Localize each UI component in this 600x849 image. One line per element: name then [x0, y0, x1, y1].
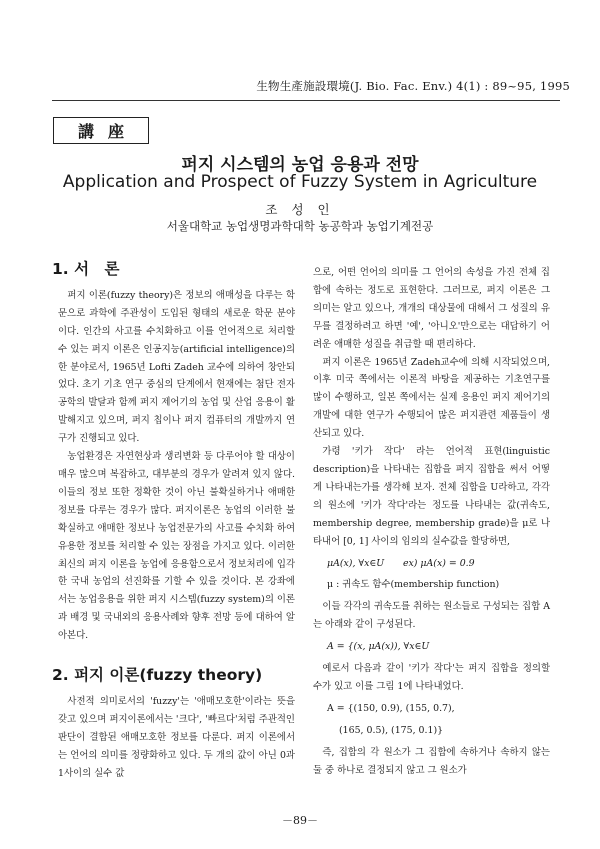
right-column — [313, 264, 550, 779]
paragraph: 농업환경은 자연현상과 생리변화 등 다루어야 할 대상이 매우 많으며 복잡하고, 대부분의 경우가 알려져 있지 않다. 이들의 정보 또한 정확한 것이 아닌 불확실하거나 애매한 정보를 다루는 경우가 많다. 퍼지이론은 농업의 이러한 불확실하고 애매한 정보나 농업전문가의 사고를 수치화 하여 유용한 정보를 처리할 수 있는 장점을 가지고 있다. 이러한 최신의 퍼지 이론을 농업에 응용함으로서 정보처리에 입각한 국내 농업의 선진화를 기할 수 있을 것이다. 본 강좌에서는 농업응용을 위한 퍼지 시스템(fuzzy system)의 이론과 배경 및 국내외의 응용사례와 향후 전망 등에 대하여 알아본다. — [58, 451, 295, 642]
paragraph: 퍼지 이론은 1965년 Zadeh교수에 의해 시작되었으며, 이후 미국 쪽에서는 이론적 바탕을 제공하는 기초연구를 많이 수행하고, 일본 쪽에서는 실제 응용인 퍼지 제어기의 개발에 대한 연구가 수행되어 많은 퍼지관련 제품들이 생산되고 있다. — [313, 356, 550, 440]
paragraph: 으로, 어떤 언어의 의미를 그 언어의 속성을 가진 전체 집합에 속하는 정도로 표현한다. 그러므로, 퍼지 이론은 그 의미는 알고 있으나, 개개의 대상물에 대해서 그 성질의 유무를 결정하려고 하면 '예', '아니오'만으로는 대답하기 어려운 애매한 성질을 취급할 때 편리하다. — [313, 267, 550, 350]
journal-header: 生物生產施設環境(J. Bio. Fac. Env.) 4(1) : 89~95, 1995 — [256, 79, 570, 93]
equation: A = {(x, μA(x)), ∀x∈U — [327, 641, 430, 653]
paragraph: 사전적 의미로서의 'fuzzy'는 '애매모호한'이라는 뜻을 갖고 있으며 퍼지이론에서는 '크다', '빠르다'처럼 주관적인 판단이 결합된 애매모호한 정보를 다룬다. 퍼지 이론에서는 언어의 의미를 정량화하고 있다. 두 개의 값이 아닌 0과 1사이의 실수 값 — [58, 695, 295, 779]
title-korean: 퍼지 시스템의 농업 응용과 전망 — [181, 155, 419, 175]
title-english: Application and Prospect of Fuzzy System in Agriculture — [62, 172, 538, 192]
page-number: －89－ — [282, 814, 318, 827]
author: 조 성 인 — [265, 202, 335, 217]
equation-note: μ : 귀속도 함수(membership function) — [327, 579, 500, 591]
paragraph: 이들 각각의 귀속도를 취하는 원소들로 구성되는 집합 A는 아래와 같이 구성된다. — [313, 601, 550, 631]
paragraph: 즉, 집합의 각 원소가 그 집합에 속하거나 속하지 않는 둘 중 하나로 결정되지 않고 그 원소가 — [313, 746, 550, 776]
section-heading-fuzzy-theory: 2. 퍼지 이론(fuzzy theory) — [52, 666, 263, 685]
category-box: 講座 — [53, 117, 149, 144]
section-heading-introduction: 1. 서 론 — [52, 260, 120, 278]
left-column — [52, 255, 295, 782]
paragraph: 예로서 다음과 같이 '키가 작다'는 퍼지 집합을 정의할 수가 있고 이를 그림 1에 나타내었다. — [313, 663, 550, 692]
equation: μA(x), ∀x∈U ex) μA(x) = 0.9 — [327, 557, 475, 569]
equation: A = {(150, 0.9), (155, 0.7), — [327, 702, 455, 714]
equation: (165, 0.5), (175, 0.1)} — [339, 724, 444, 736]
paragraph: 퍼지 이론(fuzzy theory)은 정보의 애매성을 다루는 학문으로 과학에 주관성이 도입된 형태의 새로운 학문 분야이다. 인간의 사고를 수치화하고 이를 언어적으로 처리할 수 있는 퍼지 이론은 인공지능(artificial intelligence)의 한 분야로서, 1965년 Lofti Zadeh 교수에 의하여 창안되었다. 초기 기초 연구 중심의 단계에서 현재에는 첨단 전자공학의 발달과 함께 퍼지 제어기의 농업 및 산업 응용이 활발해지고 있으며, 퍼지 칩이나 퍼지 컴퓨터의 개발까지 연구가 진행되고 있다. — [58, 289, 295, 445]
paragraph: 가령 '키가 작다' 라는 언어적 표현(linguistic description)을 나타내는 집합을 퍼지 집합을 써서 어떻게 나타내는가를 생각해 보자. 전체 집합을 U라하고, 각각의 원소에 '키가 작다'라는 정도를 나타내는 값(귀속도, membership degree, membership grade)을 μ로 나타내어 [0, 1] 사이의 임의의 실수값을 할당하면, — [313, 446, 550, 547]
header-rule — [52, 100, 560, 101]
affiliation: 서울대학교 농업생명과학대학 농공학과 농업기계전공 — [166, 219, 434, 233]
